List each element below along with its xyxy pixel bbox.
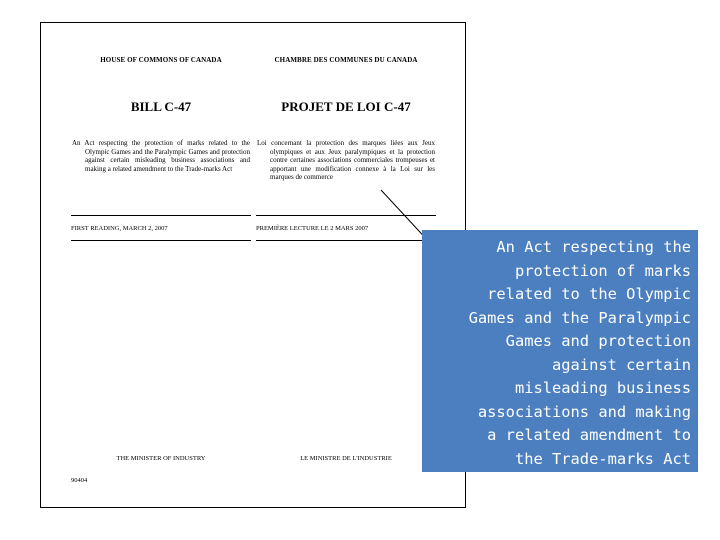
summary-english-text: An Act respecting the protection of marks related to the Olympic Games and the Paralympic Games and protection against certain misleading business associations and making a related amendment to the Trade-marks Act — [72, 139, 250, 173]
first-reading-english: FIRST READING, MARCH 2, 2007 — [71, 225, 168, 232]
minister-french: LE MINISTRE DE L'INDUSTRIE — [300, 455, 392, 462]
header-english: HOUSE OF COMMONS OF CANADA — [100, 56, 222, 64]
summary-french-text: Loi concernant la protection des marques liées aux Jeux olympiques et aux Jeux paralympiques et la protection contre certaines associations commerciales trompeuses et apportant une modification connexe à la Loi sur les marques de commerce — [257, 139, 435, 182]
document-number: 90404 — [71, 477, 88, 484]
minister-english: THE MINISTER OF INDUSTRY — [116, 455, 206, 462]
first-reading-french: PREMIÈRE LECTURE LE 2 MARS 2007 — [256, 225, 369, 232]
header-french: CHAMBRE DES COMMUNES DU CANADA — [274, 56, 418, 64]
bill-title-french: PROJET DE LOI C-47 — [281, 99, 411, 114]
bill-title-english: BILL C-47 — [130, 99, 192, 114]
callout-box: An Act respecting the protection of marks related to the Olympic Games and the Paralympic Games and protection against certain misleading business associations and making a related amendment to the Trade-marks Act — [422, 230, 698, 472]
